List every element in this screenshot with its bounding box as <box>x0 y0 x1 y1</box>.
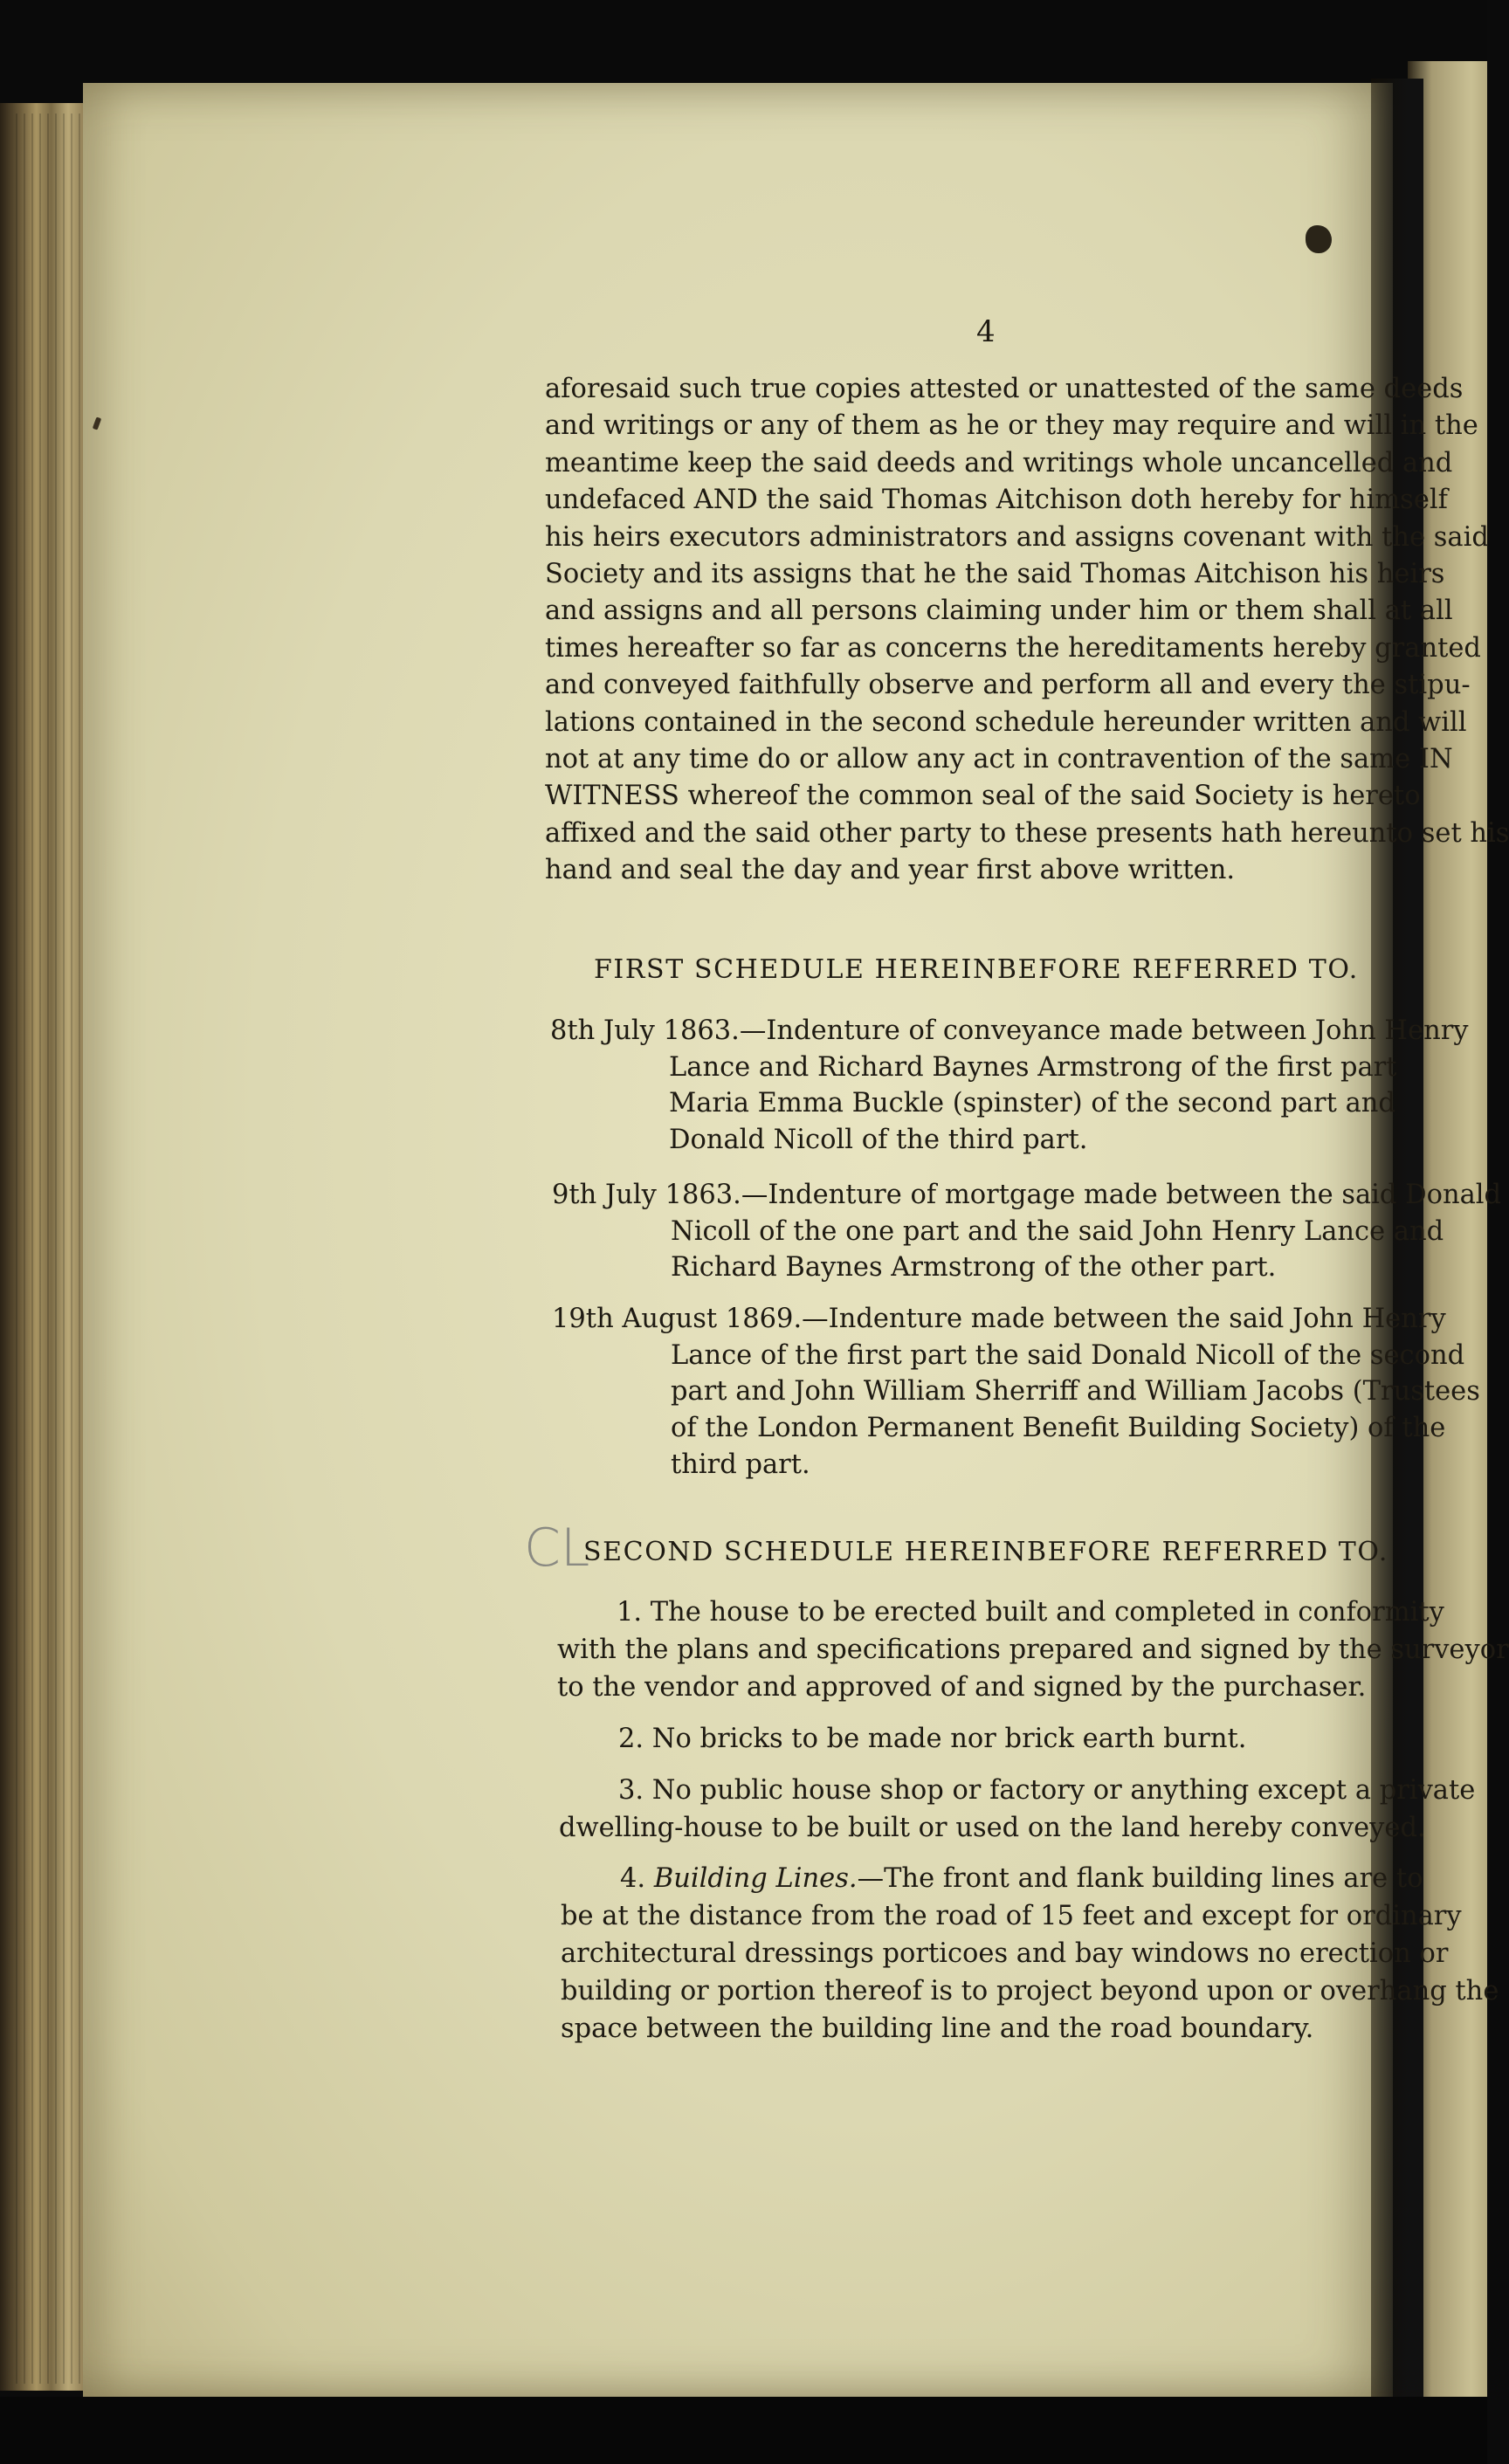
clause-title: Building Lines. <box>653 1863 858 1894</box>
clause-line: be at the distance from the road of 15 feet and except for ordinary <box>561 1901 1462 1931</box>
entry-line: of the London Permanent Benefit Building Society) of the <box>671 1413 1446 1444</box>
entry-line: 19th August 1869.—Indenture made between the said John Henry <box>552 1304 1446 1334</box>
clause-line: space between the building line and the road boundary. <box>561 2013 1314 2044</box>
entry-line: Donald Nicoll of the third part. <box>669 1125 1088 1156</box>
paragraph-line: and writings or any of them as he or they may require and will in the <box>545 410 1478 442</box>
paragraph-line: hand and seal the day and year first above written. <box>545 855 1236 886</box>
entry-line: 9th July 1863.—Indenture of mortgage made between the said Donald <box>552 1180 1502 1210</box>
schedule-entry <box>552 1301 1478 1483</box>
schedule-clause <box>561 1860 1499 2048</box>
paragraph-line: and assigns and all persons claiming under him or them shall at all <box>545 595 1453 627</box>
schedule-entry <box>550 1013 1476 1159</box>
entry-line: Nicoll of the one part and the said John Henry Lance and <box>671 1215 1444 1247</box>
clause-line: building or portion thereof is to project beyond upon or overhang the <box>561 1976 1499 2006</box>
schedule-entry <box>552 1177 1502 1286</box>
entry-line: third part. <box>671 1449 810 1480</box>
entry-line: part and John William Sherriff and William Jacobs (Trustees <box>671 1376 1480 1408</box>
entry-line: Lance of the first part the said Donald Nicoll of the second <box>671 1339 1465 1371</box>
paragraph-line: times hereafter so far as concerns the hereditaments hereby granted <box>545 632 1481 664</box>
paragraph-line: undefaced AND the said Thomas Aitchison doth hereby for himself <box>545 485 1448 516</box>
clause-line: to the vendor and approved of and signed by the purchaser. <box>557 1672 1367 1703</box>
entry-line: 8th July 1863.—Indenture of conveyance made between John Henry <box>550 1015 1469 1046</box>
pencil-margin-note: CL <box>524 1518 590 1579</box>
page-number: 4 <box>976 314 996 349</box>
paragraph-line: WITNESS whereof the common seal of the said Society is hereto <box>545 781 1421 812</box>
schedule-clause <box>559 1772 1485 1847</box>
paragraph-line: Society and its assigns that he the said Thomas Aitchison his heirs <box>545 559 1445 590</box>
clause-line: 3. No public house shop or factory or anything except a private <box>618 1775 1476 1806</box>
opening-paragraph <box>545 371 1509 890</box>
paragraph-line: aforesaid such true copies attested or unattested of the same deeds <box>545 374 1464 404</box>
clause-lead-line <box>561 1860 1486 1897</box>
page-content <box>541 0 1509 2096</box>
paragraph-line: not at any time do or allow any act in contravention of the same IN <box>545 744 1453 775</box>
clause-line: dwelling-house to be built or used on the land hereby conveyed. <box>559 1813 1426 1843</box>
first-schedule-heading: FIRST SCHEDULE HEREINBEFORE REFERRED TO. <box>594 954 1359 985</box>
paragraph-line: affixed and the said other party to these presents hath hereunto set his <box>545 817 1509 849</box>
schedule-clause <box>557 1593 1509 1706</box>
scan-background-bottom <box>0 2397 1487 2464</box>
paragraph-line: his heirs executors administrators and assigns covenant with the said <box>545 521 1489 553</box>
paragraph-line: lations contained in the second schedule hereunder written and will <box>545 706 1467 738</box>
clause-line: 2. No bricks to be made nor brick earth burnt. <box>618 1724 1247 1754</box>
schedule-clause <box>559 1720 1485 1758</box>
clause-number: 4. <box>620 1863 646 1894</box>
entry-line: Lance and Richard Baynes Armstrong of the first part <box>669 1051 1397 1083</box>
clause-line: architectural dressings porticoes and bay windows no erection or <box>561 1938 1449 1969</box>
entry-line: Richard Baynes Armstrong of the other part. <box>671 1252 1277 1284</box>
clause-line: with the plans and specifications prepared and signed by the surveyor <box>557 1635 1509 1665</box>
paragraph-line: and conveyed faithfully observe and perform all and every the stipu- <box>545 670 1471 701</box>
clause-line: 1. The house to be erected built and completed in conformity <box>617 1597 1444 1628</box>
entry-line: Maria Emma Buckle (spinster) of the second part and <box>669 1088 1395 1119</box>
second-schedule-heading: SECOND SCHEDULE HEREINBEFORE REFERRED TO. <box>583 1537 1388 1567</box>
clause-lead-text: —The front and flank building lines are to <box>857 1863 1423 1894</box>
paragraph-line: meantime keep the said deeds and writings whole uncancelled and <box>545 447 1453 478</box>
